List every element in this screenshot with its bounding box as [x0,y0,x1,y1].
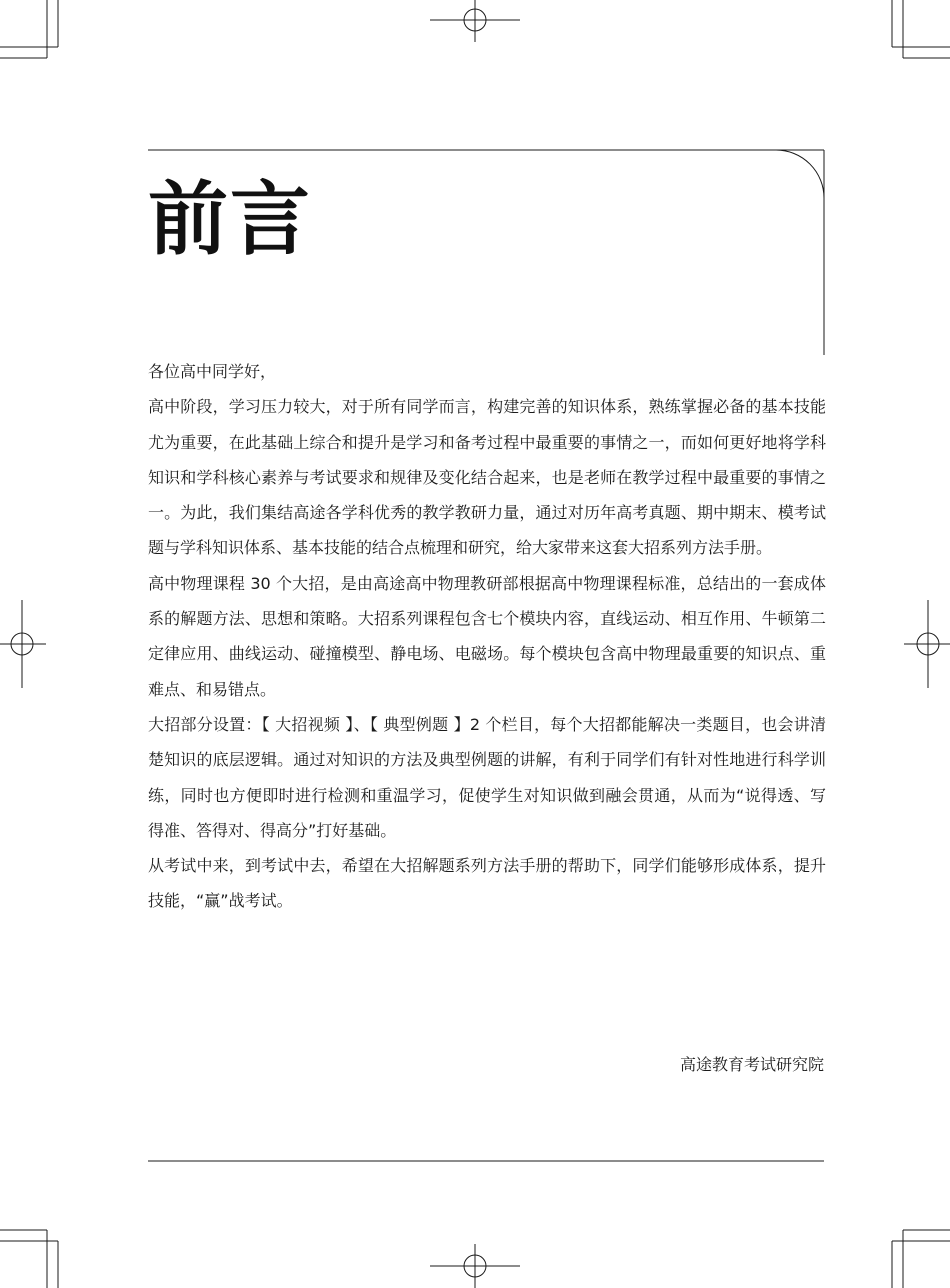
paragraph-3: 大招部分设置：【 大招视频 】、【 典型例题 】2 个栏目，每个大招都能解决一类题目，也会讲清楚知识的底层逻辑。通过对知识的方法及典型例题的讲解，有利于同学们有针对性地进行科学训练，同时也方便即时进行检测和重温学习，促使学生对知识做到融会贯通，从而为“说得透、写得准、答得对、得高分”打好基础。 [148,714,826,840]
paragraph-1: 高中阶段，学习压力较大，对于所有同学而言，构建完善的知识体系，熟练掌握必备的基本技能尤为重要，在此基础上综合和提升是学习和备考过程中最重要的事情之一，而如何更好地将学科知识和学科核心素养与考试要求和规律及变化结合起来，也是老师在教学过程中最重要的事情之一。为此，我们集结高途各学科优秀的教学教研力量，通过对历年高考真题、期中期末、模考试题与学科知识体系、基本技能的结合点梳理和研究，给大家带来这套大招系列方法手册。 [148,397,826,558]
signature: 高途教育考试研究院 [679,1055,824,1074]
paragraph-2: 高中物理课程 30 个大招，是由高途高中物理教研部根据高中物理课程标准，总结出的一套成体系的解题方法、思想和策略。大招系列课程包含七个模块内容，直线运动、相互作用、牛顿第二定律应用、曲线运动、碰撞模型、静电场、电磁场。每个模块包含高中物理最重要的知识点、重难点、和易错点。 [148,573,826,699]
paragraph-4: 从考试中来，到考试中去，希望在大招解题系列方法手册的帮助下，同学们能够形成体系，提升技能，“赢”战考试。 [148,856,826,911]
page-title: 前言 [148,173,312,266]
preface-body [148,354,826,919]
greeting: 各位高中同学好， [148,362,277,381]
